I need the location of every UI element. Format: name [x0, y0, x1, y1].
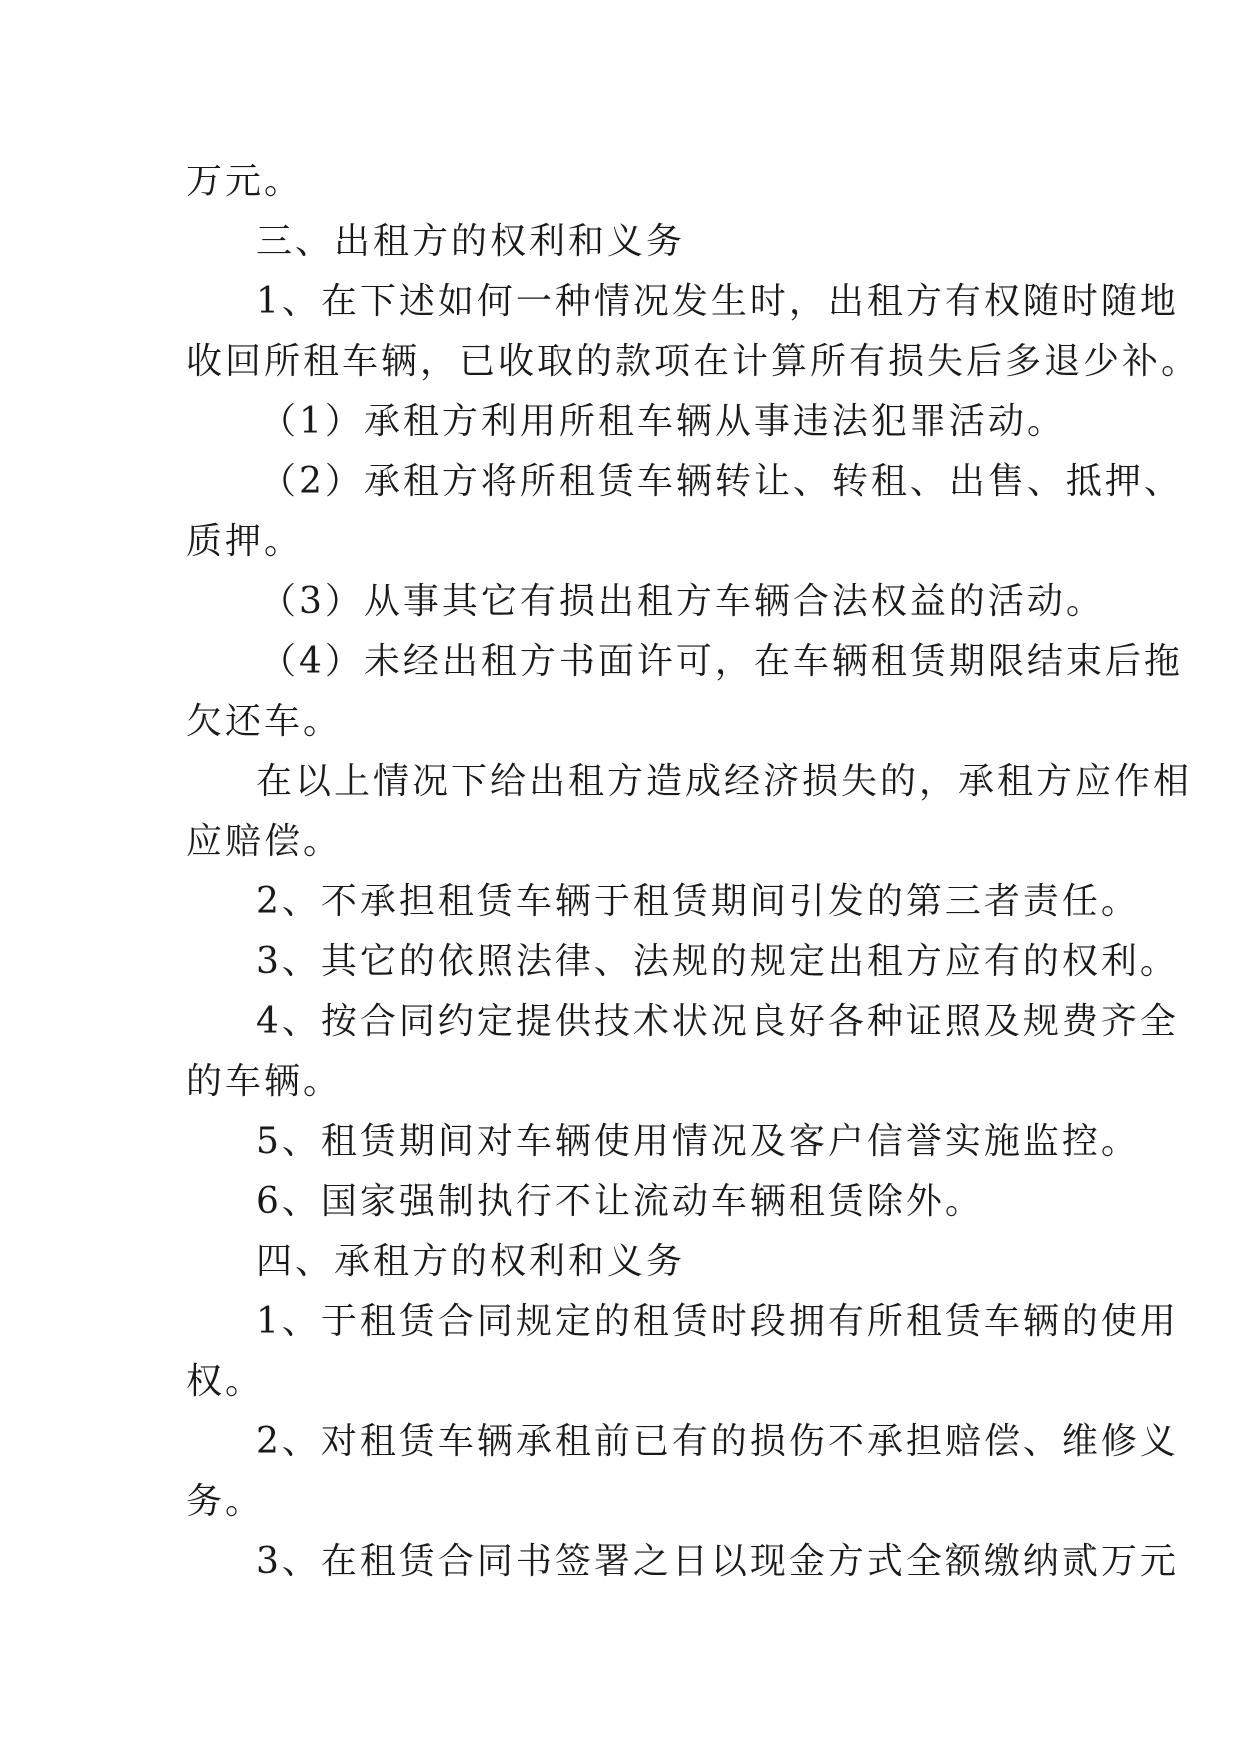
paragraph-line: 2、不承担租赁车辆于租赁期间引发的第三者责任。 [256, 881, 1140, 922]
paragraph-line: （2）承租方将所租赁车辆转让、转租、出售、抵押、 [260, 461, 1183, 502]
paragraph-line: 应赔偿。 [186, 821, 343, 862]
paragraph-line: （4）未经出租方书面许可，在车辆租赁期限结束后拖 [260, 641, 1183, 682]
paragraph-line: 收回所租车辆，已收取的款项在计算所有损失后多退少补。 [186, 341, 1201, 382]
paragraph-line: 3、在租赁合同书签署之日以现金方式全额缴纳贰万元 [256, 1541, 1179, 1582]
section-heading: 三、出租方的权利和义务 [256, 221, 686, 262]
paragraph-line: 万元。 [186, 161, 304, 202]
paragraph-line: （3）从事其它有损出租方车辆合法权益的活动。 [260, 581, 1105, 622]
paragraph-line: 欠还车。 [186, 701, 343, 742]
paragraph-line: 权。 [186, 1361, 265, 1402]
paragraph-line: 2、对租赁车辆承租前已有的损伤不承担赔偿、维修义 [256, 1421, 1179, 1462]
paragraph-line: 5、租赁期间对车辆使用情况及客户信誉实施监控。 [256, 1121, 1140, 1162]
paragraph-line: 6、国家强制执行不让流动车辆租赁除外。 [256, 1181, 984, 1222]
paragraph-line: 1、于租赁合同规定的租赁时段拥有所租赁车辆的使用 [256, 1301, 1179, 1342]
paragraph-line: 务。 [186, 1481, 265, 1522]
paragraph-line: 质押。 [186, 521, 304, 562]
paragraph-line: 4、按合同约定提供技术状况良好各种证照及规费齐全 [256, 1001, 1179, 1042]
paragraph-line: （1）承租方利用所租车辆从事违法犯罪活动。 [260, 401, 1066, 442]
paragraph-line: 3、其它的依照法律、法规的规定出租方应有的权利。 [256, 941, 1179, 982]
paragraph-line: 在以上情况下给出租方造成经济损失的，承租方应作相 [256, 761, 1193, 802]
paragraph-line: 1、在下述如何一种情况发生时，出租方有权随时随地 [256, 281, 1179, 322]
paragraph-line: 的车辆。 [186, 1061, 343, 1102]
section-heading: 四、承租方的权利和义务 [256, 1241, 686, 1282]
